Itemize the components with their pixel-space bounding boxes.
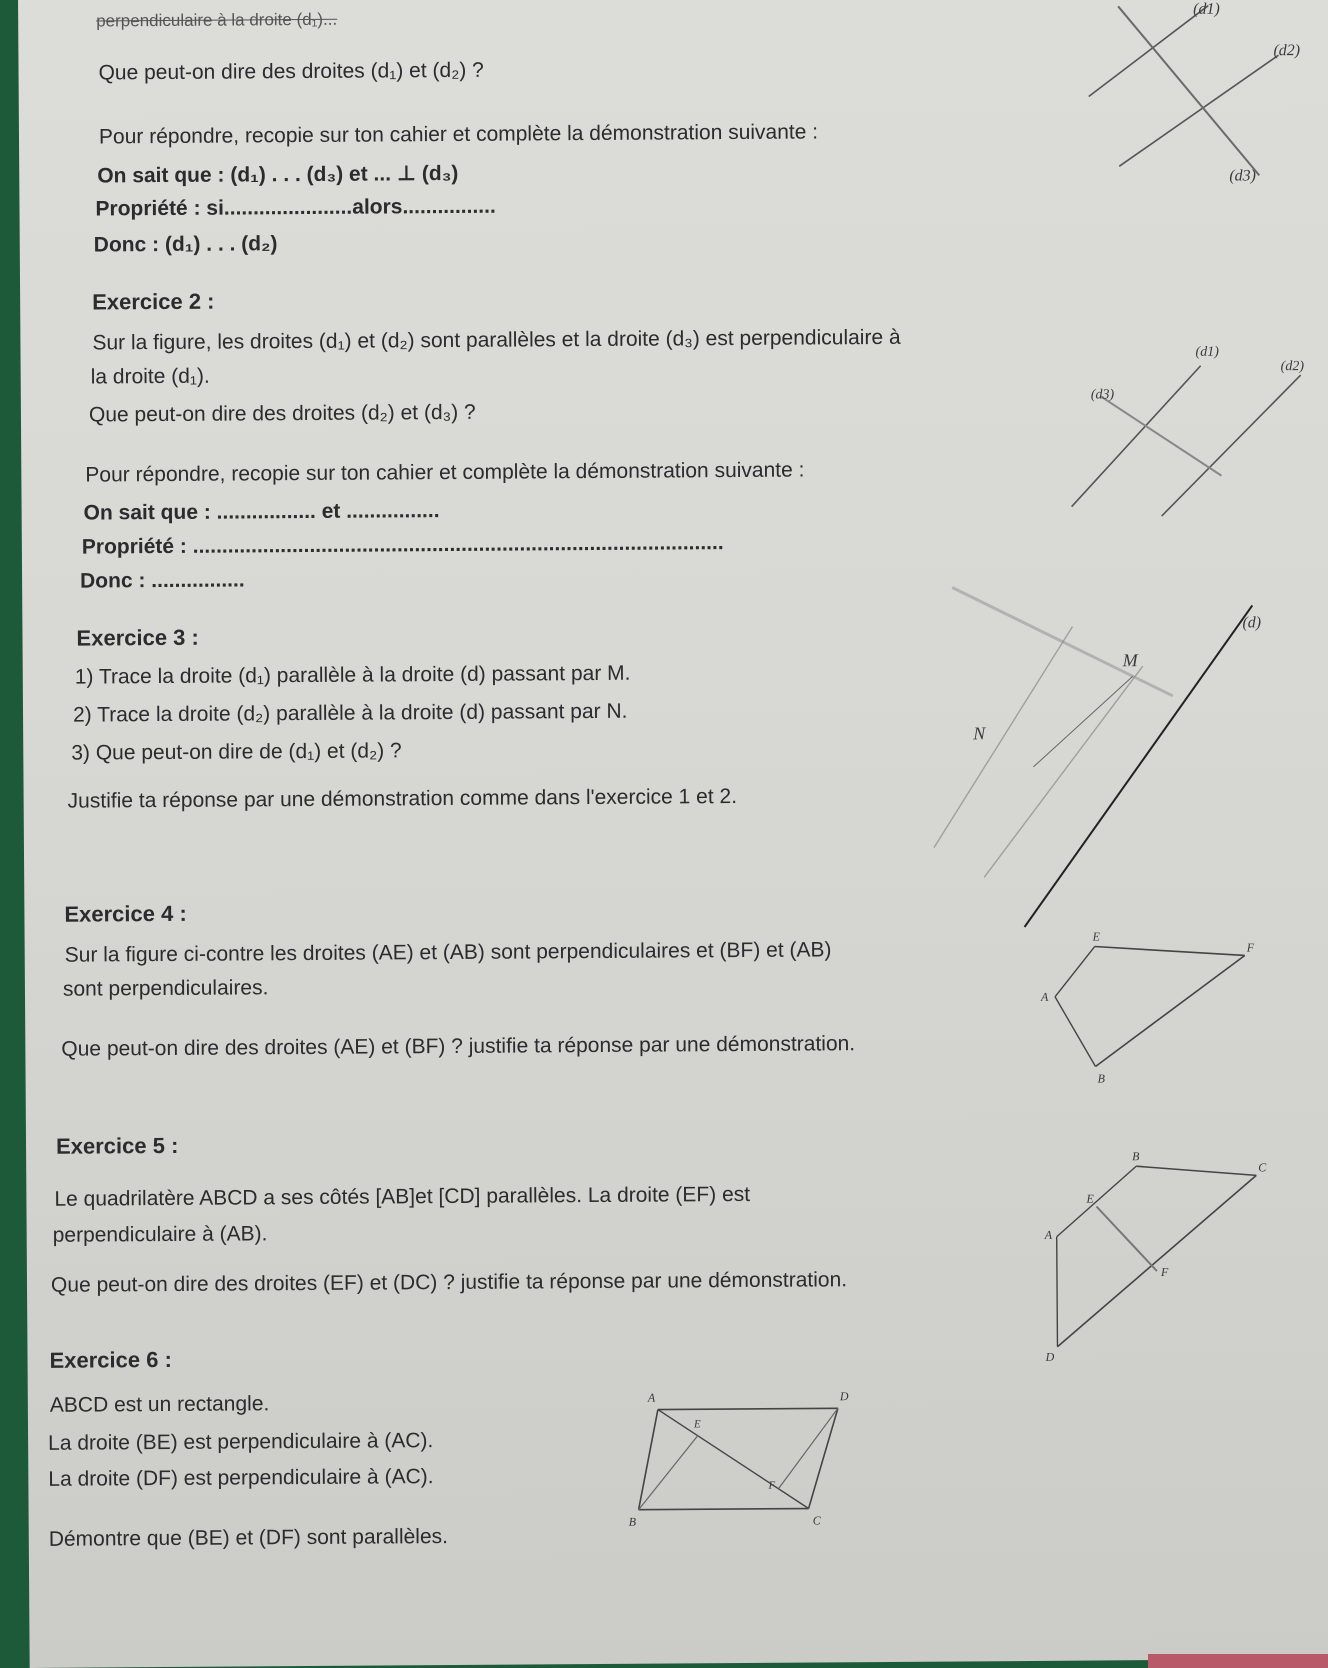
side-ad: [658, 1408, 838, 1409]
ex1-donc: Donc : (d₁) . . . (d₂): [93, 232, 278, 257]
line-d2: [1161, 375, 1302, 516]
label-m: M: [1122, 650, 1138, 671]
ex6-l4: Démontre que (BE) et (DF) sont parallèles.: [48, 1525, 449, 1551]
label-b: B: [628, 1514, 637, 1529]
ex6-figure: [628, 1378, 869, 1530]
pencil-line: [932, 627, 1074, 848]
line-ef: [1096, 1206, 1156, 1271]
line-d: [1022, 605, 1254, 927]
label-a: A: [1044, 1227, 1053, 1242]
line-d3: [1118, 5, 1259, 176]
label-f: F: [768, 1479, 776, 1492]
segment-ea: [1055, 947, 1095, 997]
ex4-statement-l2: sont perpendiculaires.: [62, 976, 269, 1001]
label-e: E: [693, 1418, 701, 1431]
label-d1: (d1): [1195, 344, 1219, 360]
ex4-title: Exercice 4 :: [64, 900, 187, 927]
ex2-instruction: Pour répondre, recopie sur ton cahier et complète la démonstration suivante :: [85, 458, 805, 487]
ex2-donc: Donc : ................: [80, 568, 245, 593]
line-d1: [1088, 6, 1209, 97]
line-be: [638, 1435, 699, 1509]
label-a: A: [647, 1390, 656, 1405]
ex2-on-sait: On sait que : ................. et ................: [83, 499, 440, 525]
segment-ab: [1055, 997, 1095, 1067]
label-d3: (d3): [1090, 387, 1115, 403]
ex6-title: Exercice 6 :: [49, 1346, 172, 1373]
line-df: [778, 1408, 839, 1488]
segment-ef: [1095, 945, 1245, 956]
top-fragment: perpendiculaire à la droite (d₁)...: [96, 9, 338, 31]
label-d1: (d1): [1193, 0, 1220, 18]
ex2-title: Exercice 2 :: [92, 288, 215, 315]
ex5-figure: [1036, 1145, 1278, 1367]
ex2-propriete: Propriété : ...........................................................................................: [81, 531, 724, 559]
ex4-question: Que peut-on dire des droites (AE) et (BF) ? justifie ta réponse par une démonstration.: [61, 1032, 856, 1061]
diagonal-ac: [658, 1409, 809, 1510]
label-n: N: [973, 723, 986, 744]
ex2-statement-l1: Sur la figure, les droites (d₁) et (d₂) sont parallèles et la droite (d₃) est perpendiculaire à: [92, 325, 901, 355]
ex3-q2: 2) Trace la droite (d₂) parallèle à la droite (d) passant par N.: [72, 699, 628, 727]
ex5-question: Que peut-on dire des droites (EF) et (DC) ? justifie ta réponse par une démonstration.: [50, 1268, 848, 1297]
side-dc: [808, 1408, 839, 1508]
ex1-question: Que peut-on dire des droites (d₁) et (d₂) ?: [98, 58, 484, 85]
label-f: F: [1246, 940, 1255, 955]
ex2-figure: [1050, 335, 1321, 527]
label-d3: (d3): [1229, 167, 1257, 185]
ex6-l3: La droite (DF) est perpendiculaire à (AC).: [48, 1465, 434, 1491]
ex1-on-sait: On sait que : (d₁) . . . (d₃) et ... ⊥ (d₃): [97, 161, 459, 188]
ex2-statement-l2: la droite (d₁).: [90, 364, 210, 389]
label-c: C: [1258, 1160, 1267, 1175]
ex4-statement-l1: Sur la figure ci-contre les droites (AE) et (AB) sont perpendiculaires et (BF) et (AB): [64, 938, 832, 967]
ex5-statement-l1: Le quadrilatère ABCD a ses côtés [AB]et [CD] parallèles. La droite (EF) est: [54, 1182, 751, 1211]
side-ad: [1057, 1237, 1058, 1347]
worksheet-page: [18, 0, 1328, 1668]
line-d2: [1118, 55, 1279, 166]
label-d2: (d2): [1280, 359, 1305, 375]
ex3-justify: Justifie ta réponse par une démonstration comme dans l'exercice 1 et 2.: [67, 785, 738, 813]
label-b: B: [1097, 1071, 1105, 1086]
segment-fb: [1095, 955, 1246, 1066]
pencil-line-2: [983, 666, 1144, 877]
ex1-propriete: Propriété : si......................alors................: [95, 194, 496, 221]
tick-m: [1033, 676, 1134, 767]
side-ba: [1056, 1166, 1136, 1237]
label-e: E: [1092, 929, 1100, 944]
ex5-statement-l2: perpendiculaire à (AB).: [52, 1222, 268, 1247]
label-b: B: [1132, 1149, 1140, 1164]
ex1-figure: [1078, 0, 1319, 197]
ex5-title: Exercice 5 :: [55, 1132, 179, 1159]
ex3-q3: 3) Que peut-on dire de (d₁) et (d₂) ?: [71, 739, 402, 765]
side-bc: [1136, 1165, 1256, 1176]
ex3-title: Exercice 3 :: [76, 624, 199, 651]
label-d: D: [839, 1389, 849, 1404]
label-d: D: [1045, 1349, 1055, 1364]
label-f: F: [1160, 1265, 1169, 1280]
label-d2: (d2): [1273, 42, 1301, 60]
side-cb: [639, 1509, 809, 1510]
ex2-question: Que peut-on dire des droites (d₂) et (d₃) ?: [88, 400, 476, 427]
label-e: E: [1086, 1191, 1094, 1206]
label-c: C: [812, 1513, 821, 1528]
ex6-l1: ABCD est un rectangle.: [49, 1392, 270, 1417]
ex4-figure: [1025, 925, 1266, 1097]
bottom-edge-stripe: [1148, 1654, 1328, 1668]
ex1-instruction: Pour répondre, recopie sur ton cahier et complète la démonstration suivante :: [98, 120, 819, 149]
label-d: (d): [1242, 614, 1262, 632]
ex3-q1: 1) Trace la droite (d₁) parallèle à la droite (d) passant par M.: [74, 661, 631, 689]
side-ba: [638, 1410, 659, 1510]
ex6-l2: La droite (BE) est perpendiculaire à (AC).: [48, 1429, 434, 1455]
ex3-figure: [872, 545, 1328, 948]
label-a: A: [1040, 989, 1049, 1004]
